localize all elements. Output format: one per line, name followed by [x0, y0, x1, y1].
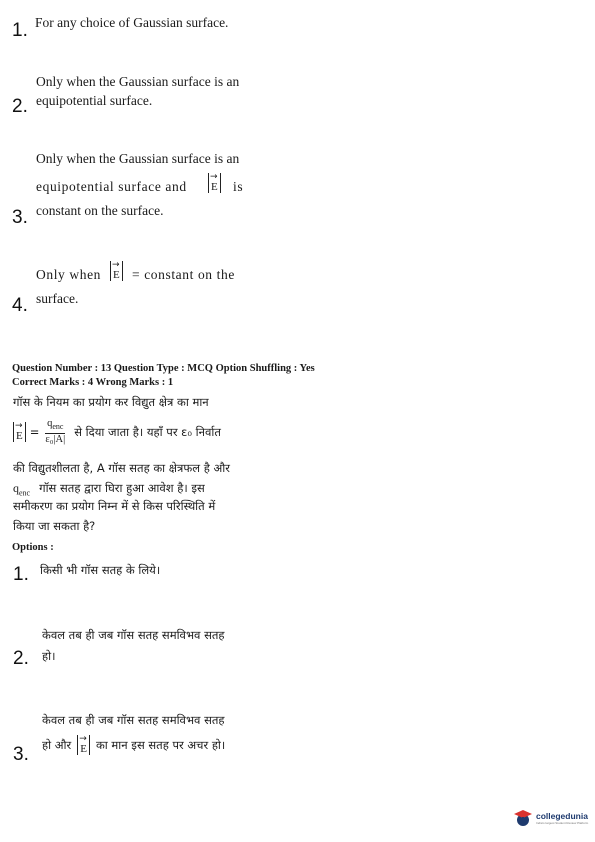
option-number: 1.	[12, 20, 28, 41]
option-text: = constant on the	[132, 267, 235, 282]
option-text: equipotential surface and	[36, 179, 187, 194]
graduate-cap-icon	[513, 808, 533, 828]
question-text: समीकरण का प्रयोग निम्न में से किस परिस्थिति में	[13, 499, 216, 513]
e-field-vector: → E	[77, 735, 90, 755]
question-equation: → E = $\frac{q_{enc}}{\text{ε₀|A|}}$ से दिया जाता है। यहाँ पर ε₀ निर्वात	[15, 418, 221, 446]
option-number: 4.	[12, 295, 28, 316]
e-field-vector: → E	[110, 261, 123, 281]
options-label: Options :	[12, 542, 54, 553]
question-text: गॉस के नियम का प्रयोग कर विद्युत क्षेत्र का मान	[13, 395, 209, 409]
option-text: किसी भी गॉस सतह के लिये।	[40, 563, 161, 577]
option-text: For any choice of Gaussian surface.	[35, 15, 229, 30]
question-meta-line: Correct Marks : 4 Wrong Marks : 1	[12, 377, 174, 388]
option-number: 2.	[13, 648, 29, 669]
option-text-row: हो और → E का मान इस सतह पर अचर हो।	[42, 734, 226, 755]
option-text: Only when the Gaussian surface is an	[36, 74, 240, 89]
brand-name: collegedunia	[536, 810, 588, 821]
question-text: $q_{enc}$ गॉस सतह द्वारा घिरा हुआ आवेश है। इस	[13, 481, 205, 498]
question-text: की विद्युतशीलता है, A गॉस सतह का क्षेत्रफल है और	[13, 461, 230, 475]
question-text: किया जा सकता है?	[13, 519, 96, 533]
question-meta-line: Question Number : 13 Question Type : MCQ Option Shuffling : Yes	[12, 363, 315, 374]
e-field-vector: → E	[13, 422, 26, 442]
option-text: surface.	[36, 291, 79, 306]
option-number: 2.	[12, 96, 28, 117]
option-text: is	[233, 179, 244, 194]
option-text: केवल तब ही जब गॉस सतह समविभव सतह	[42, 713, 225, 727]
collegedunia-logo	[513, 808, 588, 828]
option-text: Only when	[36, 267, 102, 282]
fraction: $\frac{q_{enc}}{\text{ε₀|A|}}$	[45, 418, 66, 446]
option-text: constant on the surface.	[36, 203, 164, 218]
option-text: केवल तब ही जब गॉस सतह समविभव सतह	[42, 628, 225, 642]
option-text: Only when the Gaussian surface is an	[36, 151, 240, 166]
option-number: 3.	[13, 744, 29, 765]
option-number: 1.	[13, 564, 29, 585]
option-number: 3.	[12, 207, 28, 228]
brand-tagline: India's largest Student Review Platform	[536, 820, 589, 825]
option-text: equipotential surface.	[36, 93, 153, 108]
option-text: हो।	[42, 649, 56, 663]
e-field-vector: → E	[208, 173, 221, 193]
